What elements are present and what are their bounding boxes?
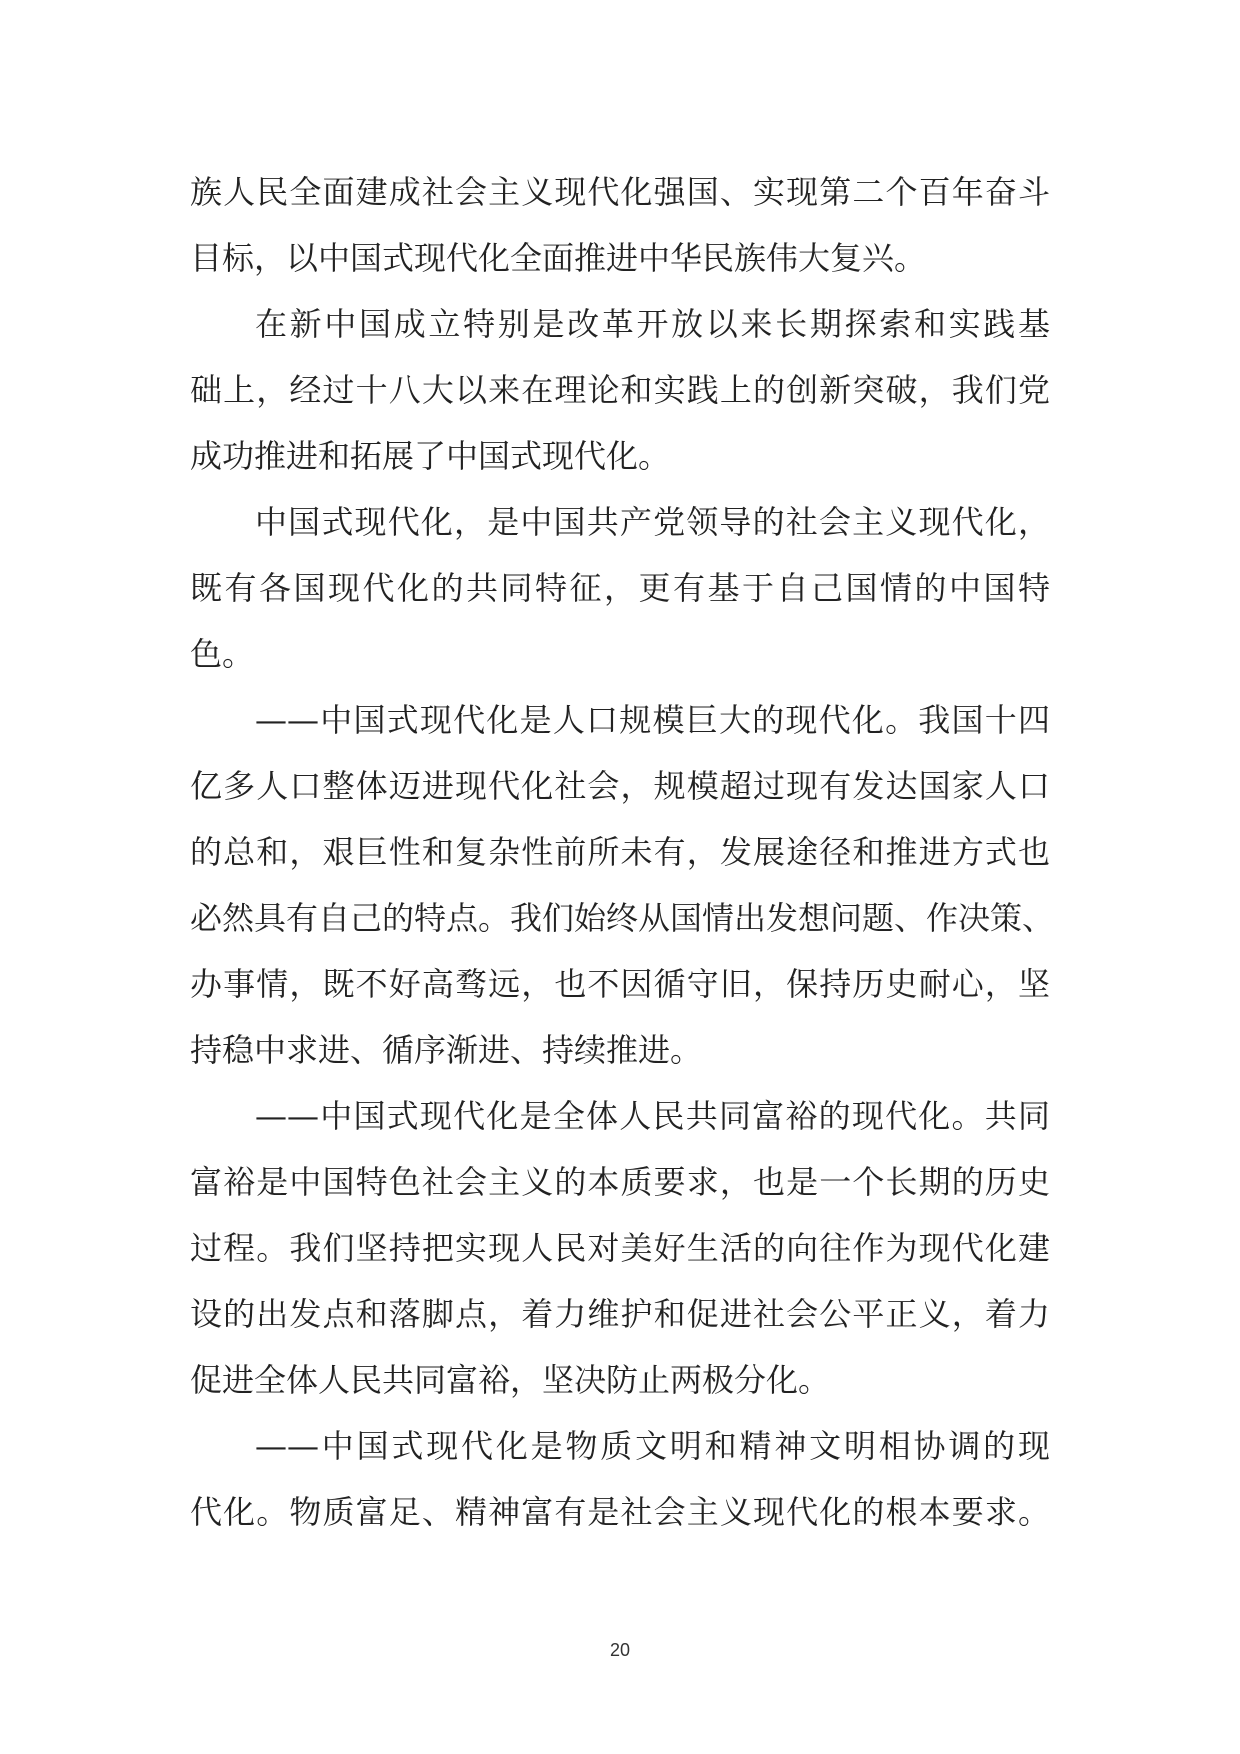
- text-line-12: 必然具有自己的特点。我们始终从国情出发想问题、作决策、: [190, 899, 1055, 937]
- text-line-15: ——中国式现代化是全体人民共同富裕的现代化。共同: [255, 1097, 1050, 1135]
- text-line-16: 富裕是中国特色社会主义的本质要求，也是一个长期的历史: [190, 1163, 1050, 1201]
- text-line-21: 代化。物质富足、精神富有是社会主义现代化的根本要求。: [190, 1493, 1050, 1531]
- text-line-13: 办事情，既不好高骛远，也不因循守旧，保持历史耐心，坚: [190, 965, 1050, 1003]
- text-line-6: 中国式现代化，是中国共产党领导的社会主义现代化，: [255, 503, 1050, 541]
- text-line-2: 目标，以中国式现代化全面推进中华民族伟大复兴。: [190, 239, 927, 277]
- text-line-11: 的总和，艰巨性和复杂性前所未有，发展途径和推进方式也: [190, 833, 1050, 871]
- text-line-14: 持稳中求进、循序渐进、持续推进。: [190, 1031, 703, 1069]
- text-line-3: 在新中国成立特别是改革开放以来长期探索和实践基: [255, 305, 1050, 343]
- text-line-19: 促进全体人民共同富裕，坚决防止两极分化。: [190, 1361, 831, 1399]
- page-number: 20: [609, 1640, 631, 1660]
- text-line-7: 既有各国现代化的共同特征，更有基于自己国情的中国特: [190, 569, 1050, 607]
- text-line-10: 亿多人口整体迈进现代化社会，规模超过现有发达国家人口: [190, 767, 1050, 805]
- text-line-17: 过程。我们坚持把实现人民对美好生活的向往作为现代化建: [190, 1229, 1050, 1267]
- text-line-9: ——中国式现代化是人口规模巨大的现代化。我国十四: [255, 701, 1050, 739]
- text-line-20: ——中国式现代化是物质文明和精神文明相协调的现: [255, 1427, 1050, 1465]
- text-line-18: 设的出发点和落脚点，着力维护和促进社会公平正义，着力: [190, 1295, 1050, 1333]
- text-line-1: 族人民全面建成社会主义现代化强国、实现第二个百年奋斗: [190, 173, 1050, 211]
- text-line-8: 色。: [190, 635, 255, 673]
- text-line-4: 础上，经过十八大以来在理论和实践上的创新突破，我们党: [190, 371, 1050, 409]
- text-line-5: 成功推进和拓展了中国式现代化。: [190, 437, 671, 475]
